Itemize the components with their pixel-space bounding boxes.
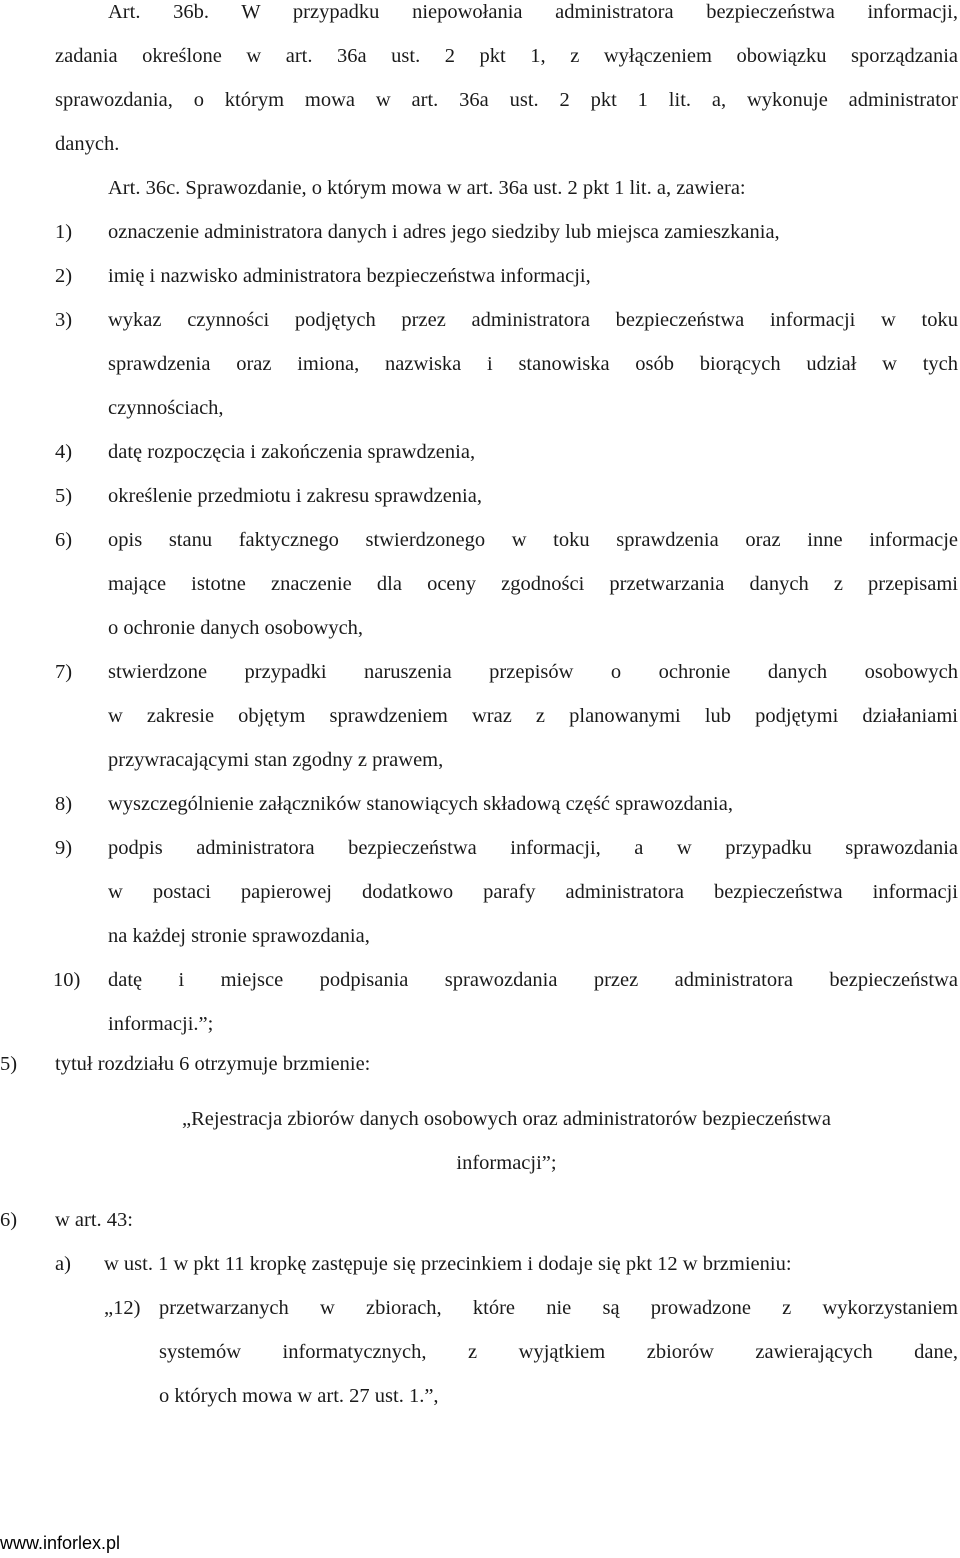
list-item-text: czynnościach, — [108, 397, 224, 419]
list-item-text: oznaczenie administratora danych i adres jego siedziby lub miejsca zamieszkania, — [108, 221, 780, 243]
list-item-text: mające istotne znaczenie dla oceny zgodności przetwarzania danych z przepisami — [108, 573, 958, 595]
list-item-text: stwierdzone przypadki naruszenia przepisów o ochronie danych osobowych — [108, 661, 958, 683]
subpoint-a-number: a) — [55, 1253, 71, 1275]
list-item-text: przywracającymi stan zgodny z prawem, — [108, 749, 444, 771]
list-item-number: 4) — [55, 441, 73, 463]
list-item-text: określenie przedmiotu i zakresu sprawdzenia, — [108, 485, 482, 507]
subpoint-a-text: w ust. 1 w pkt 11 kropkę zastępuje się przecinkiem i dodaje się pkt 12 w brzmieniu: — [104, 1253, 792, 1275]
list-item-number: 6) — [55, 529, 73, 551]
list-item-number: 3) — [55, 309, 73, 331]
point5-number: 5) — [0, 1053, 18, 1075]
point5-text: tytuł rozdziału 6 otrzymuje brzmienie: — [55, 1053, 371, 1075]
list-item-text: podpis administratora bezpieczeństwa informacji, a w przypadku sprawozdania — [108, 837, 958, 859]
list-item-text: wykaz czynności podjętych przez administratora bezpieczeństwa informacji w toku — [108, 309, 958, 331]
point6-number: 6) — [0, 1209, 18, 1231]
art36b-line2: zadania określone w art. 36a ust. 2 pkt 1, z wyłączeniem obowiązku sporządzania — [55, 45, 958, 67]
pkt12-number: „12) — [104, 1297, 141, 1319]
list-item-number: 2) — [55, 265, 73, 287]
pkt12-text: systemów informatycznych, z wyjątkiem zbiorów zawierających dane, — [159, 1341, 958, 1363]
point6-text: w art. 43: — [55, 1209, 133, 1231]
footer-url: www.inforlex.pl — [0, 1533, 121, 1553]
chapter-title-quote — [55, 1141, 958, 1185]
list-item-text: datę rozpoczęcia i zakończenia sprawdzenia, — [108, 441, 476, 463]
list-item-text: w postaci papierowej dodatkowo parafy administratora bezpieczeństwa informacji — [108, 881, 958, 903]
chapter-title-line1: „Rejestracja zbiorów danych osobowych oraz administratorów bezpieczeństwa — [182, 1108, 831, 1130]
chapter-title-line2: informacji”; — [456, 1152, 557, 1174]
list-item-number: 5) — [55, 485, 73, 507]
chapter-title-quote — [55, 1097, 958, 1141]
list-item-text: datę i miejsce podpisania sprawozdania przez administratora bezpieczeństwa — [108, 969, 958, 991]
list-item-text: o ochronie danych osobowych, — [108, 617, 364, 639]
art36b-line4: danych. — [55, 133, 120, 155]
list-item-text: wyszczególnienie załączników stanowiących składową część sprawozdania, — [108, 793, 733, 815]
art36c-intro: Art. 36c. Sprawozdanie, o którym mowa w art. 36a ust. 2 pkt 1 lit. a, zawiera: — [108, 177, 746, 199]
pkt12-text: przetwarzanych w zbiorach, które nie są prowadzone z wykorzystaniem — [159, 1297, 958, 1319]
list-item-number: 8) — [55, 793, 73, 815]
list-item-text: imię i nazwisko administratora bezpieczeństwa informacji, — [108, 265, 591, 287]
list-item-number: 9) — [55, 837, 73, 859]
list-item-text: opis stanu faktycznego stwierdzonego w toku sprawdzenia oraz inne informacje — [108, 529, 958, 551]
list-item-text: sprawdzenia oraz imiona, nazwiska i stanowiska osób biorących udział w tych — [108, 353, 958, 375]
list-item-text: na każdej stronie sprawozdania, — [108, 925, 370, 947]
list-item-number: 1) — [55, 221, 73, 243]
list-item-number: 10) — [53, 969, 81, 991]
list-item-number: 7) — [55, 661, 73, 683]
list-item-text: w zakresie objętym sprawdzeniem wraz z planowanymi lub podjętymi działaniami — [108, 705, 958, 727]
art36b-line3: sprawozdania, o którym mowa w art. 36a ust. 2 pkt 1 lit. a, wykonuje administrator — [55, 89, 958, 111]
pkt12-text: o których mowa w art. 27 ust. 1.”, — [159, 1385, 439, 1407]
list-item-text: informacji.”; — [108, 1013, 214, 1035]
art36b-line1: Art. 36b. W przypadku niepowołania administratora bezpieczeństwa informacji, — [108, 1, 958, 23]
